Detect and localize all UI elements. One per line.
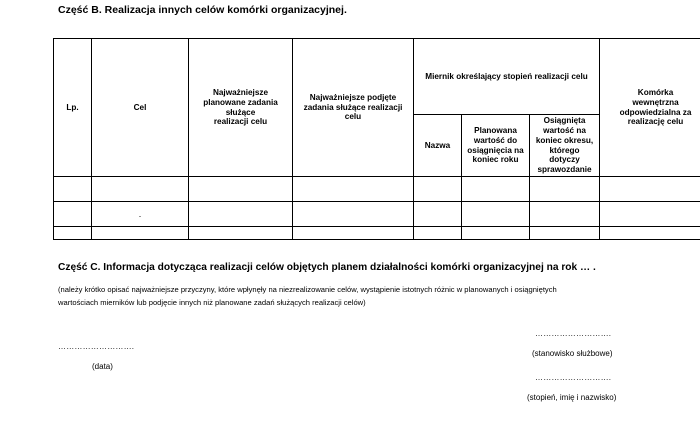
header-planned-value: Planowana wartość do osiągnięcia na koniec roku — [462, 115, 530, 177]
section-b-title: Część B. Realizacja innych celów komórki organizacyjnej. — [58, 4, 347, 16]
table-row — [54, 177, 700, 202]
cell-planned-tasks[interactable] — [189, 202, 293, 227]
cell-name[interactable] — [414, 202, 462, 227]
name-label: (stopień, imię i nazwisko) — [527, 393, 617, 402]
header-row-1 — [54, 39, 700, 115]
note-line-1: (należy krótko opisać najważniejsze przyczyny, które wpłynęły na niezrealizowanie celów, wystąpienie istotnych różnic w planowanych i osiągniętych — [58, 285, 557, 294]
header-planned-tasks: Najważniejsze planowane zadania służące realizacji celu — [189, 39, 293, 177]
note-line-2: wartościach mierników lub podjęcie innych niż planowane zadań służących realizacji celów) — [58, 298, 366, 307]
cell-planned-tasks[interactable] — [189, 227, 293, 240]
header-measure: Miernik określający stopień realizacji celu — [414, 39, 600, 115]
cell-responsible-unit[interactable] — [600, 227, 700, 240]
cell-achieved-value[interactable] — [530, 202, 600, 227]
header-achieved-value: Osiągnięta wartość na koniec okresu, którego dotyczy sprawozdanie — [530, 115, 600, 177]
cell-cel[interactable]: . — [92, 202, 189, 227]
goals-table — [53, 38, 700, 240]
table-row — [54, 202, 700, 227]
table-row — [54, 227, 700, 240]
cell-lp[interactable] — [54, 227, 92, 240]
header-lp: Lp. — [54, 39, 92, 177]
position-label: (stanowisko służbowe) — [532, 349, 613, 358]
header-undertaken-tasks: Najważniejsze podjęte zadania służące realizacji celu — [293, 39, 414, 177]
cell-lp[interactable] — [54, 177, 92, 202]
header-cel: Cel — [92, 39, 189, 177]
cell-cel[interactable] — [92, 227, 189, 240]
cell-achieved-value[interactable] — [530, 177, 600, 202]
cell-achieved-value[interactable] — [530, 227, 600, 240]
header-name: Nazwa — [414, 115, 462, 177]
cell-planned-value[interactable] — [462, 177, 530, 202]
name-line[interactable]: ………………………. — [535, 373, 612, 382]
cell-responsible-unit[interactable] — [600, 202, 700, 227]
cell-undertaken-tasks[interactable] — [293, 227, 414, 240]
cell-lp[interactable] — [54, 202, 92, 227]
cell-planned-tasks[interactable] — [189, 177, 293, 202]
cell-name[interactable] — [414, 227, 462, 240]
cell-responsible-unit[interactable] — [600, 177, 700, 202]
position-line[interactable]: ………………………. — [535, 329, 612, 338]
header-responsible-unit: Komórka wewnętrzna odpowiedzialna za realizację celu — [600, 39, 700, 177]
cell-planned-value[interactable] — [462, 227, 530, 240]
date-line[interactable]: ………………………. — [58, 342, 135, 351]
date-label: (data) — [92, 362, 113, 371]
section-c-note — [58, 283, 698, 309]
cell-undertaken-tasks[interactable] — [293, 177, 414, 202]
cell-name[interactable] — [414, 177, 462, 202]
cell-cel[interactable] — [92, 177, 189, 202]
section-c-title: Część C. Informacja dotycząca realizacji celów objętych planem działalności komórki organizacyjnej na rok … . — [58, 262, 596, 273]
cell-undertaken-tasks[interactable] — [293, 202, 414, 227]
cell-planned-value[interactable] — [462, 202, 530, 227]
